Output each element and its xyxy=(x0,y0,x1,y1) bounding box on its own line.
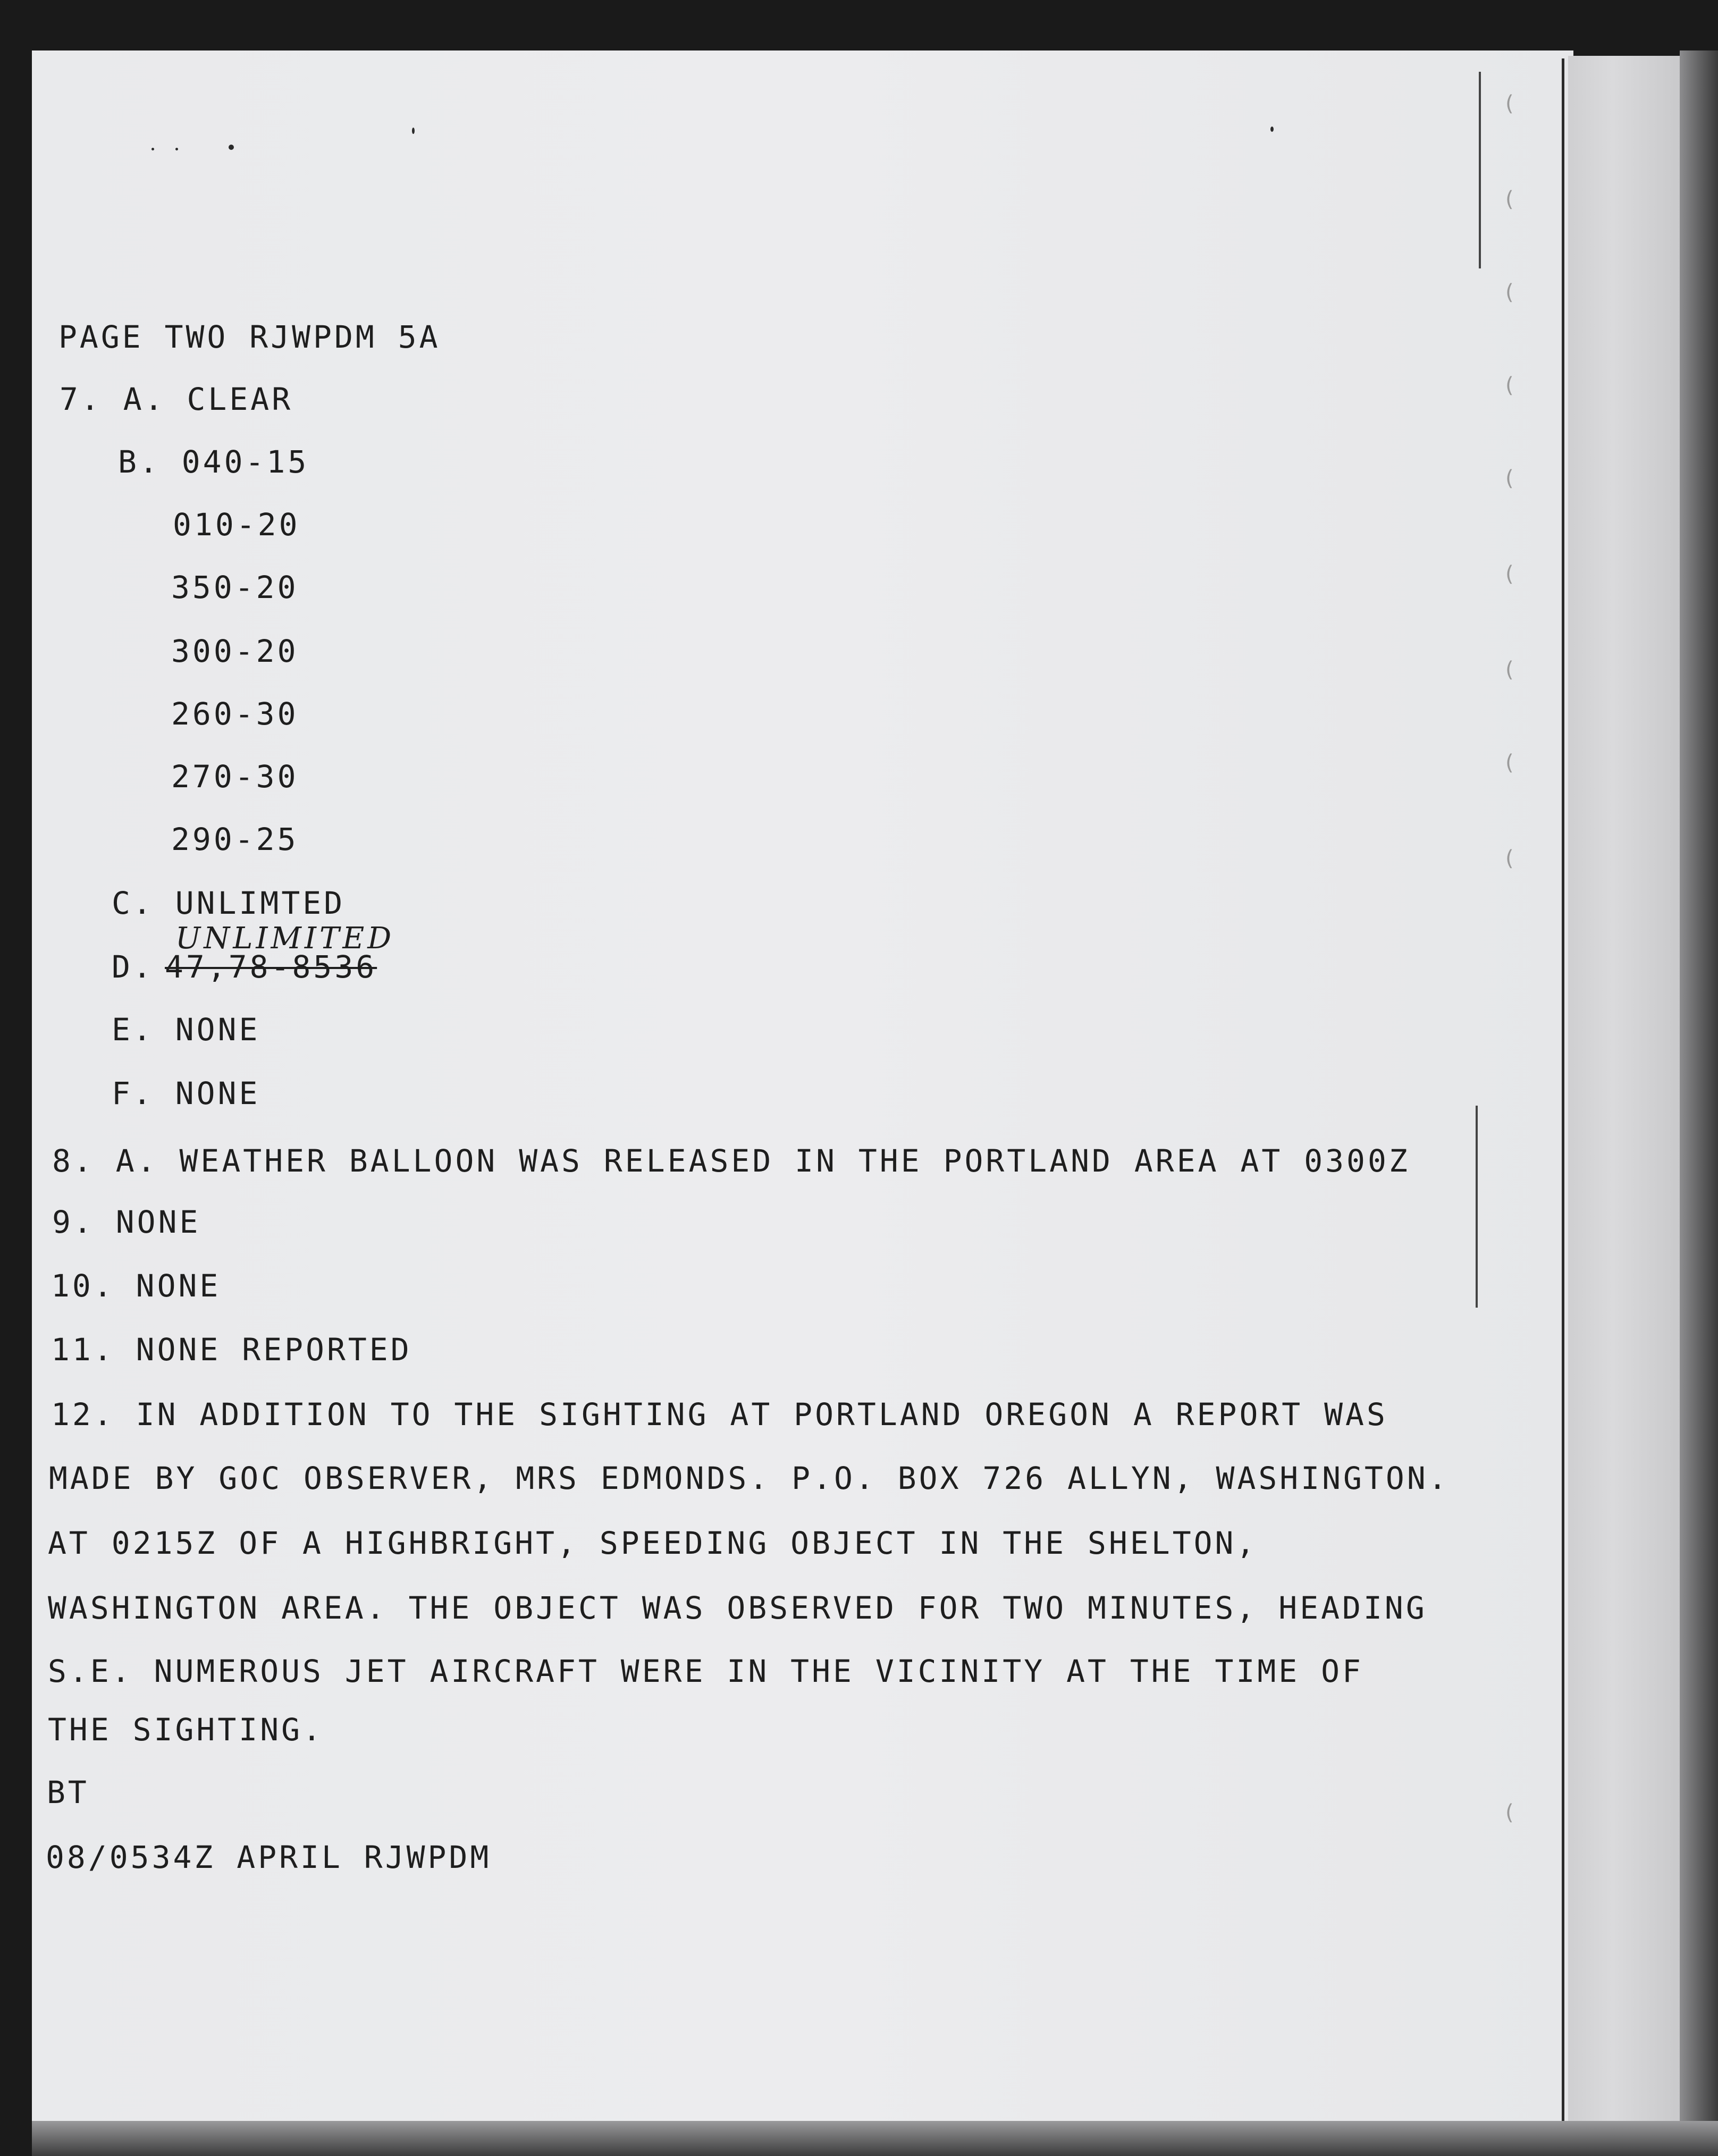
item-7d-label: D. xyxy=(112,949,154,985)
scan-speck xyxy=(151,148,154,150)
sprocket-mark: ( xyxy=(1505,187,1514,212)
scan-speck xyxy=(229,145,234,150)
teletype-margin-strip xyxy=(1568,56,1680,2121)
item-8: 8. A. WEATHER BALLOON WAS RELEASED IN THE PORTLAND AREA AT 0300Z xyxy=(52,1143,1410,1179)
margin-rule xyxy=(1562,58,1564,2121)
item-9: 9. NONE xyxy=(52,1204,201,1240)
margin-bar-mid xyxy=(1476,1106,1478,1308)
sprocket-mark: ( xyxy=(1505,280,1514,305)
sprocket-mark: ( xyxy=(1505,1800,1514,1825)
wind-row: 010-20 xyxy=(173,507,300,543)
item-12-line: 12. IN ADDITION TO THE SIGHTING AT PORTLAND OREGON A REPORT WAS xyxy=(51,1396,1388,1433)
right-edge-shadow xyxy=(1680,50,1718,2140)
sprocket-mark: ( xyxy=(1505,658,1514,682)
item-7a: 7. A. CLEAR xyxy=(60,381,293,417)
footer-dtg: 08/0534Z APRIL RJWPDM xyxy=(46,1839,492,1875)
item-7f: F. NONE xyxy=(112,1075,260,1111)
item-12-line: WASHINGTON AREA. THE OBJECT WAS OBSERVED FOR TWO MINUTES, HEADING xyxy=(48,1590,1427,1626)
item-7c: C. UNLIMTED xyxy=(112,885,346,921)
item-12-line: AT 0215Z OF A HIGHBRIGHT, SPEEDING OBJECT IN THE SHELTON, xyxy=(48,1525,1258,1561)
sprocket-mark: ( xyxy=(1505,373,1514,398)
item-7b: B. 040-15 xyxy=(118,444,309,480)
wind-row: 300-20 xyxy=(171,633,299,669)
sprocket-mark: ( xyxy=(1505,846,1514,871)
paper-sheet xyxy=(32,50,1573,2124)
item-12-line: MADE BY GOC OBSERVER, MRS EDMONDS. P.O. BOX 726 ALLYN, WASHINGTON. xyxy=(49,1460,1450,1496)
item-11: 11. NONE REPORTED xyxy=(51,1332,412,1368)
item-7e: E. NONE xyxy=(112,1012,260,1048)
wind-row: 260-30 xyxy=(171,696,299,732)
item-7d-struck-value: 47,78-8536 xyxy=(165,949,377,985)
scan-speck xyxy=(1270,127,1274,132)
page-header: PAGE TWO RJWPDM 5A xyxy=(58,319,441,355)
handwritten-correction: UNLIMITED xyxy=(175,921,395,956)
scan-speck xyxy=(175,148,178,150)
break-marker: BT xyxy=(47,1774,89,1810)
sprocket-mark: ( xyxy=(1505,91,1514,116)
margin-bar-top xyxy=(1479,72,1481,268)
wind-row: 350-20 xyxy=(171,569,299,605)
sprocket-mark: ( xyxy=(1505,562,1514,586)
wind-row: 290-25 xyxy=(171,821,299,857)
sprocket-mark: ( xyxy=(1505,466,1514,491)
item-10: 10. NONE xyxy=(51,1268,221,1304)
bottom-shadow xyxy=(32,2121,1718,2156)
item-12-line: THE SIGHTING. xyxy=(48,1712,324,1748)
item-12-line: S.E. NUMEROUS JET AIRCRAFT WERE IN THE VICINITY AT THE TIME OF xyxy=(48,1653,1363,1689)
scan-speck xyxy=(412,128,415,134)
sprocket-mark: ( xyxy=(1505,751,1514,775)
wind-row: 270-30 xyxy=(171,759,299,795)
